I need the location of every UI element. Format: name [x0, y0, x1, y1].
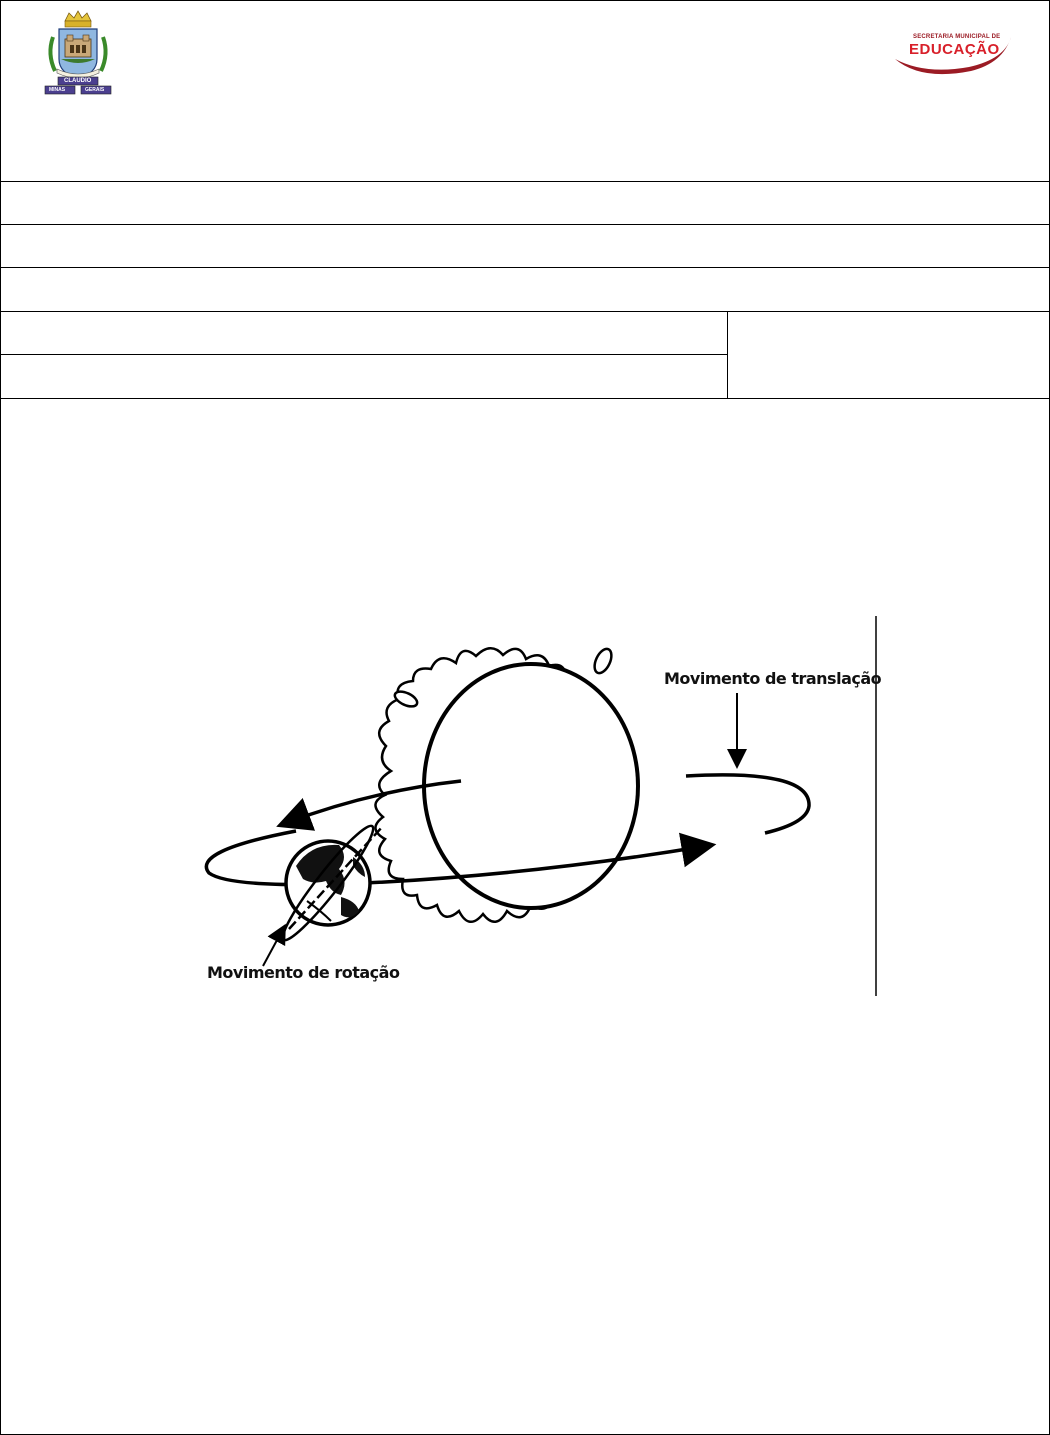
rotation-pointer-arrow [263, 929, 283, 966]
label-rotation-movement: Movimento de rotação [207, 963, 400, 982]
form-row-2 [1, 225, 1049, 267]
header-area [1, 1, 1049, 181]
row-divider [1, 398, 1049, 399]
form-row-4-left [1, 312, 727, 354]
form-row-5-left [1, 355, 727, 398]
education-logo-small-text: SECRETARIA MUNICIPAL DE [913, 34, 1001, 40]
form-row-1 [1, 182, 1049, 224]
side-box [728, 312, 1049, 398]
label-translation-movement: Movimento de translação [664, 669, 882, 688]
education-logo-title: EDUCAÇÃO [909, 41, 1000, 58]
orbit-right-loop [686, 775, 809, 833]
crest-ribbon-text: CLAUDIO [64, 78, 92, 84]
form-row-3 [1, 268, 1049, 310]
crest-right-tag: GERAIS [85, 87, 105, 93]
earth-sun-illustration [171, 611, 881, 1001]
crest-left-tag: MINAS [49, 87, 66, 93]
sun-flare-right [591, 646, 615, 675]
